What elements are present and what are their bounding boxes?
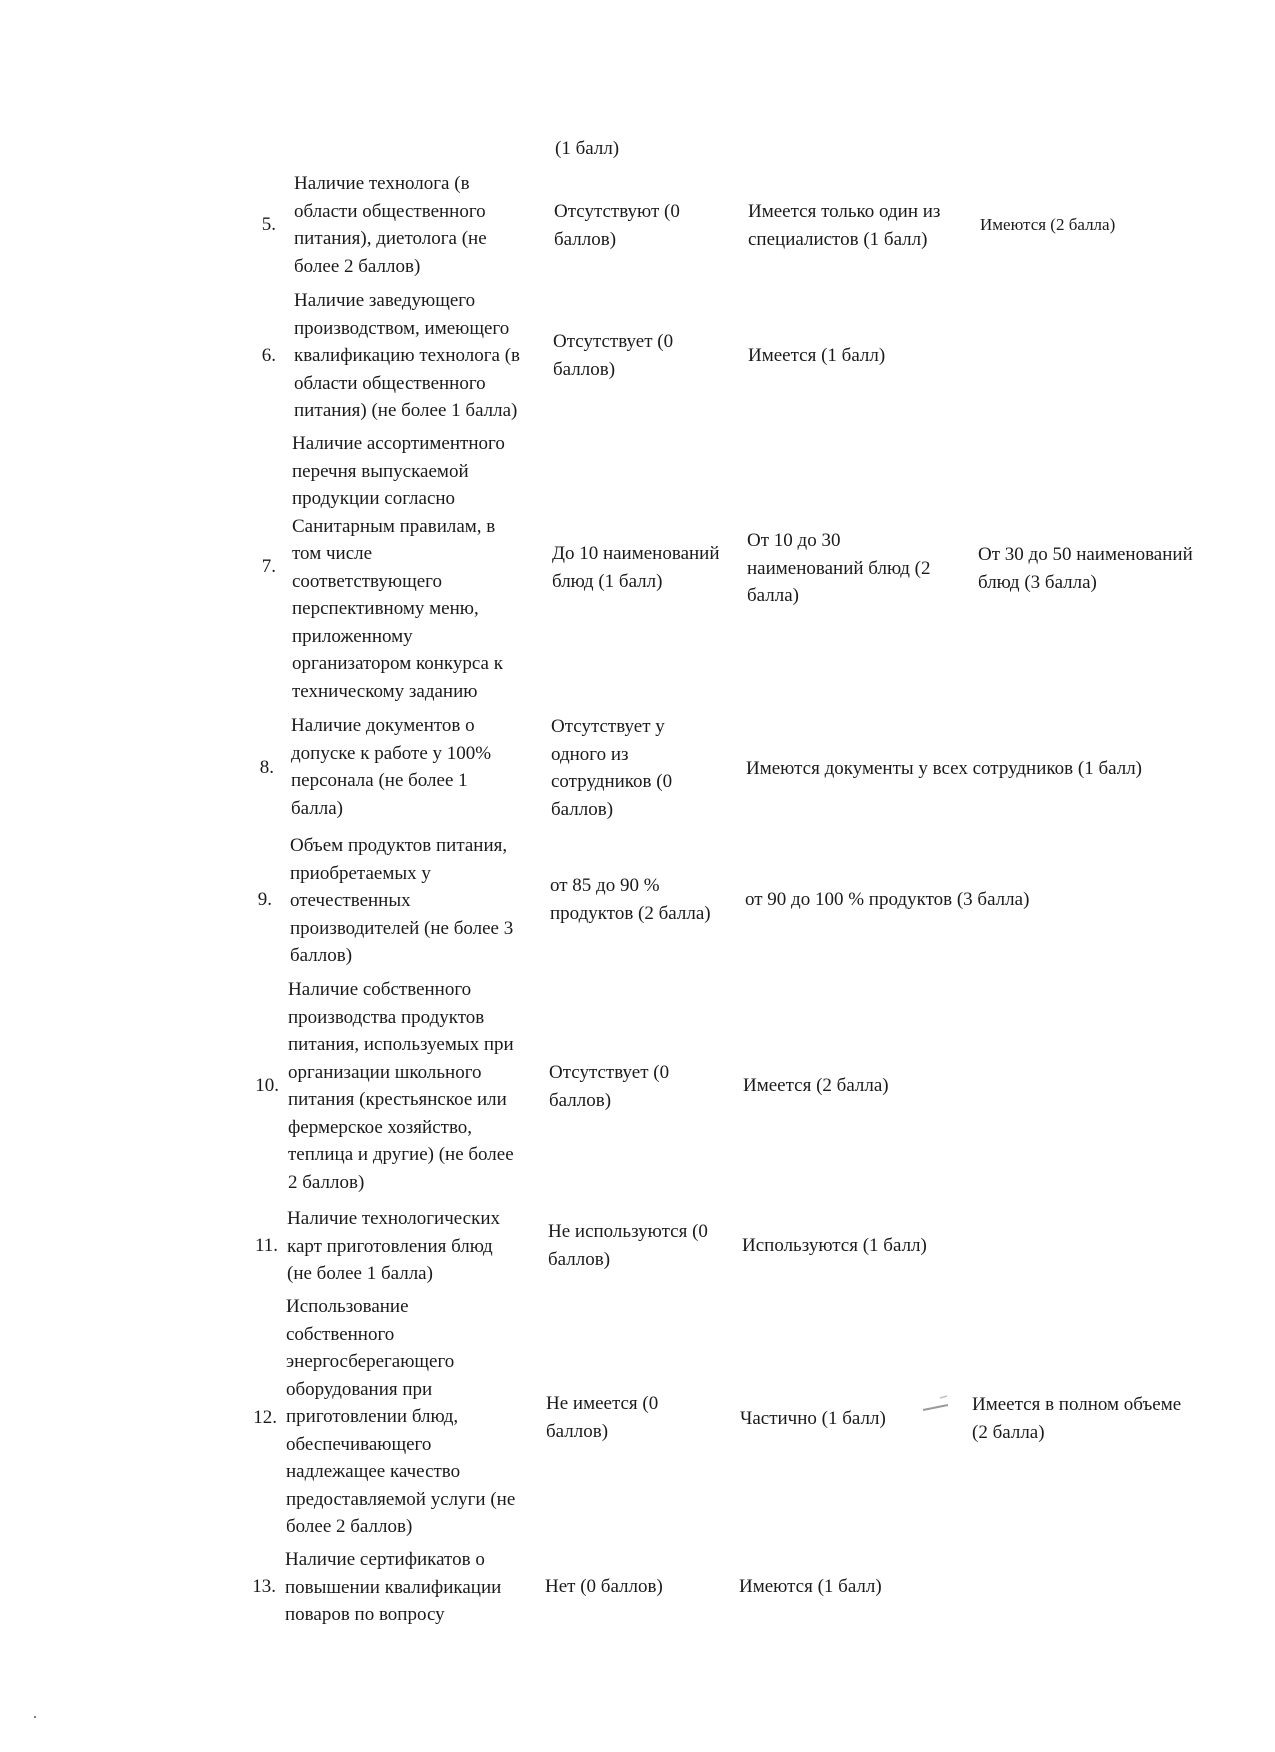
score-1-text: Имеется только один из специалистов (1 балл) bbox=[748, 201, 941, 250]
criterion-text: Наличие технологических карт приготовления блюд (не более 1 балла) bbox=[287, 1208, 501, 1284]
score-1-text: Имеется (2 балла) bbox=[743, 1075, 889, 1096]
criterion-text: Наличие документов о допуске к работе у 100% персонала (не более 1 балла) bbox=[291, 715, 492, 819]
score-2-text: От 30 до 50 наименований блюд (3 балла) bbox=[978, 544, 1193, 593]
continuation-text: (1 балл) bbox=[555, 138, 620, 159]
score-0-text: Отсутствуют (0 баллов) bbox=[554, 201, 680, 250]
score-0-text: Отсутствует у одного из сотрудников (0 баллов) bbox=[551, 716, 673, 820]
row-number: 12. bbox=[253, 1407, 277, 1428]
row-number: 11. bbox=[254, 1235, 278, 1256]
criterion-text: Наличие технолога (в области общественного питания), диетолога (не более 2 баллов) bbox=[294, 173, 487, 277]
row-number: 10. bbox=[255, 1075, 279, 1096]
scan-mark-icon bbox=[920, 1392, 952, 1416]
score-1-text: от 90 до 100 % продуктов (3 балла) bbox=[745, 889, 1030, 910]
row-number: 9. bbox=[257, 889, 272, 910]
score-0-text: Не используются (0 баллов) bbox=[548, 1221, 708, 1270]
row-number: 5. bbox=[261, 214, 276, 235]
row-number: 13. bbox=[252, 1576, 276, 1597]
score-0-text: Нет (0 баллов) bbox=[545, 1576, 663, 1597]
criterion-text: Наличие сертификатов о повышении квалификации поваров по вопросу bbox=[285, 1549, 502, 1625]
score-0-text: Не имеется (0 баллов) bbox=[546, 1393, 659, 1442]
row-number: 8. bbox=[259, 757, 274, 778]
score-2-text: Имеется в полном объеме (2 балла) bbox=[972, 1394, 1182, 1443]
score-1-text: Используются (1 балл) bbox=[742, 1235, 927, 1256]
scan-speck bbox=[34, 1716, 36, 1718]
criterion-text: Наличие заведующего производством, имеющего квалификацию технолога (в области общественного питания) (не более 1 балла) bbox=[294, 290, 520, 421]
score-0-text: Отсутствует (0 баллов) bbox=[553, 331, 674, 380]
criterion-text: Наличие собственного производства продуктов питания, используемых при организации школьного питания (крестьянское или фермерское хозяйство, теплица и другие) (не более 2 баллов) bbox=[288, 979, 514, 1193]
row-number: 7. bbox=[261, 556, 276, 577]
score-0-text: от 85 до 90 % продуктов (2 балла) bbox=[550, 875, 711, 924]
score-1-text: Имеются документы у всех сотрудников (1 балл) bbox=[746, 758, 1143, 779]
score-0-text: Отсутствует (0 баллов) bbox=[549, 1062, 670, 1111]
score-0-text: До 10 наименований блюд (1 балл) bbox=[552, 543, 720, 592]
score-1-text: От 10 до 30 наименований блюд (2 балла) bbox=[747, 530, 931, 606]
criterion-text: Использование собственного энергосберегающего оборудования при приготовлении блюд, обеспечивающего надлежащее качество предоставляемой услуги (не более 2 баллов) bbox=[286, 1296, 516, 1537]
row-number: 6. bbox=[261, 345, 276, 366]
score-1-text: Частично (1 балл) bbox=[740, 1408, 886, 1429]
score-1-text: Имеется (1 балл) bbox=[748, 345, 886, 366]
criterion-text: Наличие ассортиментного перечня выпускаемой продукции согласно Санитарным правилам, в том числе соответствующего перспективному меню, приложенному организатором конкурса к техническому заданию bbox=[292, 433, 505, 702]
criterion-text: Объем продуктов питания, приобретаемых у отечественных производителей (не более 3 баллов) bbox=[290, 835, 514, 966]
score-1-text: Имеются (1 балл) bbox=[739, 1576, 882, 1597]
score-2-text: Имеются (2 балла) bbox=[980, 215, 1116, 234]
